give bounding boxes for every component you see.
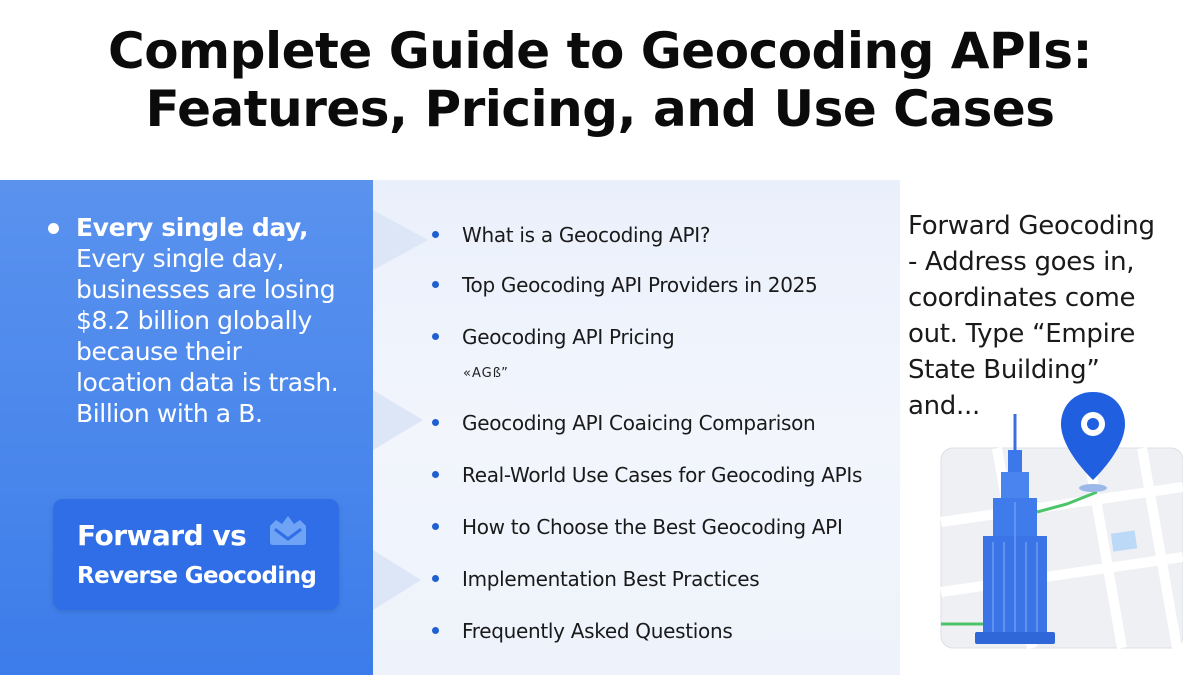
bullet-icon xyxy=(432,523,439,530)
layers-icon xyxy=(266,512,310,548)
page-title xyxy=(0,22,1200,138)
bullet-icon xyxy=(48,223,59,234)
description-line: Forward Geocoding xyxy=(908,211,1155,241)
description-line: - Address goes in, xyxy=(908,247,1135,277)
toc-item-label: Frequently Asked Questions xyxy=(462,619,733,643)
cta-label-line-2: Reverse Geocoding xyxy=(77,563,317,589)
toc-item-label: How to Choose the Best Geocoding API xyxy=(462,515,843,539)
intro-line: Billion with a B. xyxy=(76,399,263,428)
intro-line: because their xyxy=(76,337,242,366)
bullet-icon xyxy=(432,231,439,238)
chevron-decor-icon xyxy=(373,180,463,675)
map-illustration xyxy=(937,392,1183,650)
toc-item-label: Top Geocoding API Providers in 2025 xyxy=(462,273,818,297)
bullet-icon xyxy=(432,281,439,288)
intro-text-block xyxy=(48,212,348,429)
description-line: State Building” xyxy=(908,355,1100,385)
bullet-icon xyxy=(432,333,439,340)
page-title-line-1: Complete Guide to Geocoding APIs: xyxy=(108,22,1092,80)
toc-item-label: Implementation Best Practices xyxy=(462,567,760,591)
bullet-icon xyxy=(432,575,439,582)
bullet-icon xyxy=(432,471,439,478)
description-line: out. Type “Empire xyxy=(908,319,1136,349)
intro-line: location data is trash. xyxy=(76,368,339,397)
intro-line: $8.2 billion globally xyxy=(76,306,312,335)
bullet-icon xyxy=(432,419,439,426)
page-title-line-2: Features, Pricing, and Use Cases xyxy=(145,80,1055,138)
intro-line: Every single day, xyxy=(76,213,309,242)
description-line: coordinates come xyxy=(908,283,1136,313)
description-line: and... xyxy=(908,391,980,421)
intro-line: Every single day, xyxy=(76,244,285,273)
bullet-icon xyxy=(432,627,439,634)
cta-label-line-1: Forward vs xyxy=(77,519,247,552)
toc-item-label: Geocoding API Coaicing Comparison xyxy=(462,411,816,435)
toc-item-label: Geocoding API Pricing xyxy=(462,325,675,349)
intro-line: businesses are losing xyxy=(76,275,336,304)
map-icon xyxy=(941,448,1183,648)
toc-item-label: Real-World Use Cases for Geocoding APIs xyxy=(462,463,863,487)
garbled-text: «AGß” xyxy=(463,366,509,381)
toc-item-label: What is a Geocoding API? xyxy=(462,223,711,247)
